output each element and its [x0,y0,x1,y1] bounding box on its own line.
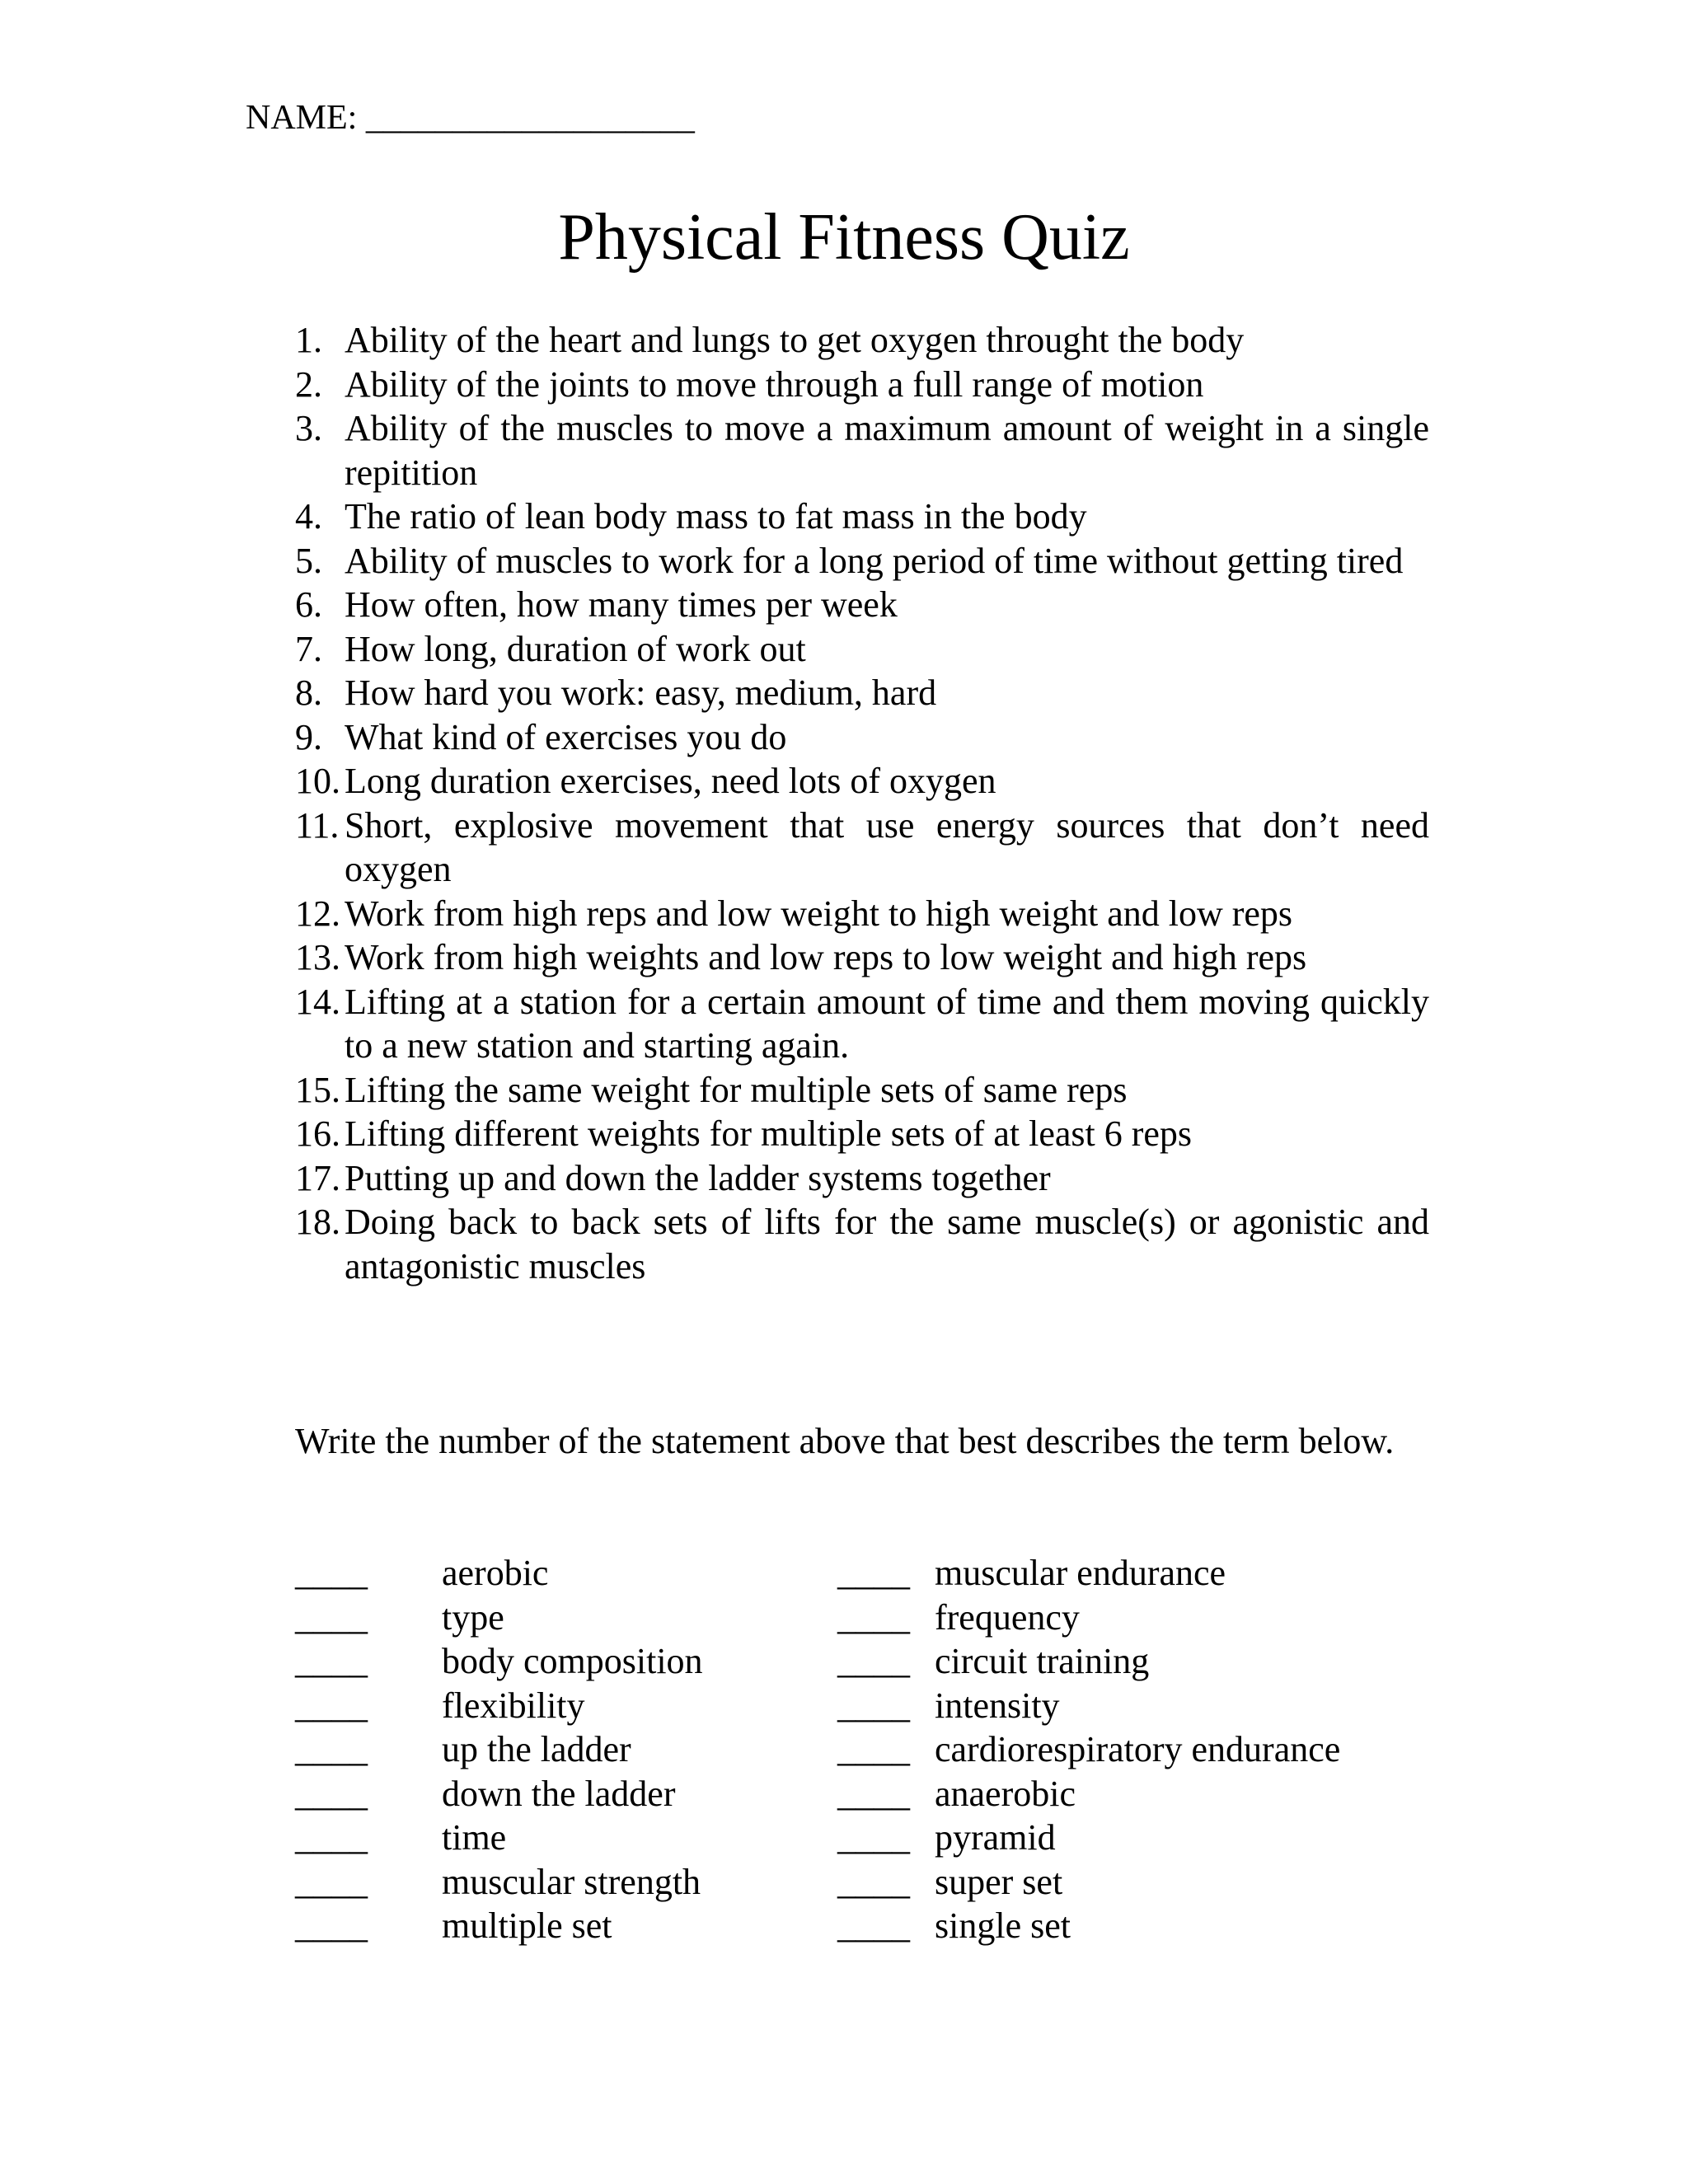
statement-text: Lifting different weights for multiple sets of at least 6 reps [345,1113,1193,1154]
term-item [295,1684,703,1728]
statement-number: 6. [295,584,322,625]
instructions-text: Write the number of the statement above that best describes the term below. [295,1421,1395,1461]
statement-number: 8. [295,673,322,713]
statement-list [295,318,1429,1288]
terms-list-right [837,1551,1340,1948]
answer-blank: ____ [837,1817,910,1858]
answer-blank: ____ [837,1685,910,1726]
statement-item [295,494,1429,539]
term-item [295,1727,703,1772]
answer-blank: ____ [295,1729,368,1769]
term-item [837,1639,1340,1684]
answer-blank: ____ [837,1729,910,1769]
statement-text: Doing back to back sets of lifts for the same muscle(s) or agonistic and antagonistic muscles [345,1202,1429,1286]
answer-blank: ____ [837,1861,910,1902]
statement-item [295,715,1429,760]
statement-item [295,935,1429,980]
term-label: aerobic [442,1553,549,1593]
answer-blank: ____ [837,1905,910,1946]
statement-item [295,1156,1429,1201]
statement-number: 2. [295,363,322,405]
answer-blank: ____ [295,1773,368,1814]
answer-blank: ____ [295,1553,368,1593]
statement-number: 13. [295,937,340,977]
answer-blank: ____ [295,1861,368,1902]
statement-number: 3. [295,408,322,448]
term-label: circuit training [935,1641,1150,1681]
answer-blank: ____ [295,1596,368,1638]
term-label: body composition [442,1641,703,1681]
statement-text: How hard you work: easy, medium, hard [345,673,937,713]
term-item [295,1596,703,1640]
term-item [295,1904,703,1948]
term-item [837,1772,1340,1816]
term-item [295,1551,703,1596]
term-item [837,1860,1340,1905]
term-label: up the ladder [442,1729,631,1769]
statement-item [295,671,1429,715]
term-label: muscular strength [442,1861,701,1902]
term-label: intensity [935,1685,1060,1726]
answer-blank: ____ [837,1773,910,1814]
term-label: cardiorespiratory endurance [935,1729,1341,1769]
statement-item [295,406,1429,494]
statement-text: Work from high weights and low reps to low weight and high reps [345,937,1307,977]
term-item [837,1684,1340,1728]
answer-blank: ____ [837,1553,910,1593]
term-item [295,1639,703,1684]
statement-item [295,759,1429,804]
term-label: frequency [935,1596,1080,1638]
statement-text: Long duration exercises, need lots of oxygen [345,761,996,801]
statement-number: 9. [295,716,322,757]
term-item [837,1727,1340,1772]
statement-number: 11. [295,804,340,846]
statement-text: How often, how many times per week [345,584,898,625]
statement-number: 4. [295,496,322,537]
statement-text: Ability of the heart and lungs to get oxygen throught the body [345,320,1245,360]
statement-number: 17. [295,1157,340,1198]
statement-text: Short, explosive movement that use energy sources that don’t need oxygen [345,804,1429,889]
statement-item [295,980,1429,1068]
term-label: type [442,1596,504,1638]
answer-blank: ____ [837,1596,910,1638]
page-title: Physical Fitness Quiz [558,201,1130,274]
statement-text: Ability of muscles to work for a long period of time without getting tired [345,540,1404,581]
statement-number: 7. [295,628,322,669]
statement-text: Ability of the muscles to move a maximum amount of weight in a single repitition [345,408,1429,493]
term-label: muscular endurance [935,1553,1226,1593]
term-item [295,1816,703,1860]
statement-item [295,627,1429,672]
term-label: anaerobic [935,1773,1076,1814]
term-item [837,1816,1340,1860]
statement-text: Ability of the joints to move through a full range of motion [345,363,1204,405]
statement-number: 5. [295,540,322,581]
answer-blank: ____ [295,1685,368,1726]
statement-item [295,318,1429,363]
statement-number: 14. [295,981,340,1022]
terms-list-left [295,1551,703,1948]
statement-item [295,363,1429,407]
term-label: flexibility [442,1685,585,1726]
statement-text: Putting up and down the ladder systems together [345,1157,1051,1198]
answer-blank: ____ [295,1817,368,1858]
statement-item [295,892,1429,936]
statement-text: The ratio of lean body mass to fat mass in the body [345,496,1087,537]
statement-text: How long, duration of work out [345,628,806,669]
statement-item [295,583,1429,627]
statement-item [295,1112,1429,1156]
statement-item [295,539,1429,583]
term-label: multiple set [442,1905,612,1946]
statement-item [295,1068,1429,1113]
statement-number: 16. [295,1113,340,1154]
answer-blank: ____ [837,1641,910,1681]
statement-text: Lifting at a station for a certain amount of time and them moving quickly to a new station and starting again. [345,981,1429,1066]
statement-text: Lifting the same weight for multiple sets of same reps [345,1069,1128,1110]
statement-text: What kind of exercises you do [345,716,787,757]
term-item [837,1551,1340,1596]
answer-blank: ____ [295,1641,368,1681]
statement-number: 12. [295,893,340,934]
statement-item [295,804,1429,892]
term-item [837,1904,1340,1948]
statement-item [295,1200,1429,1288]
term-label: time [442,1817,507,1858]
term-item [295,1772,703,1816]
statement-number: 10. [295,761,340,801]
term-item [295,1860,703,1905]
term-item [837,1596,1340,1640]
term-label: super set [935,1861,1063,1902]
answer-blank: ____ [295,1905,368,1946]
term-label: pyramid [935,1817,1056,1858]
statement-text: Work from high reps and low weight to high weight and low reps [345,893,1293,934]
statement-number: 15. [295,1069,340,1110]
statement-number: 18. [295,1202,340,1242]
name-field-line: NAME: ___________________ [246,99,695,137]
statement-number: 1. [295,320,322,360]
term-label: down the ladder [442,1773,676,1814]
term-label: single set [935,1905,1071,1946]
